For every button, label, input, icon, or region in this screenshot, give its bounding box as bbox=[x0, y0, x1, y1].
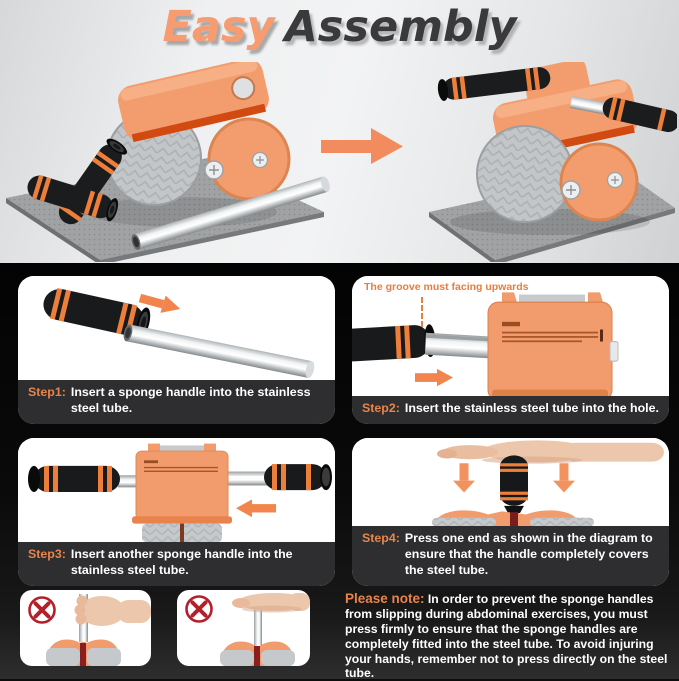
please-note-text: In order to prevent the sponge handles from slipping during abdominal exercises, you must press firmly to ensure that the sponge handles are completely fitted into the steel tube. To avoid injuring your hands, remember not to press directly on the steel tube. bbox=[345, 592, 668, 681]
arrow-down-icon bbox=[453, 463, 475, 492]
x-circle-icon bbox=[30, 598, 55, 623]
step1-panel bbox=[18, 276, 335, 424]
hand bbox=[437, 440, 664, 463]
sponge-handle bbox=[352, 324, 436, 362]
step4-illustration bbox=[352, 438, 669, 526]
sponge-handle bbox=[28, 466, 120, 492]
step1-illustration bbox=[18, 276, 335, 380]
top-section bbox=[0, 0, 679, 263]
step4-label: Step4: bbox=[362, 531, 400, 546]
roller-machine-upright bbox=[432, 510, 594, 526]
flat-hand bbox=[232, 593, 310, 613]
roller-machine-upright bbox=[46, 639, 121, 666]
arrow-right-icon bbox=[415, 369, 453, 386]
step3-text: Insert another sponge handle into the stainless steel tube. bbox=[70, 547, 293, 578]
roller-machine-front bbox=[132, 444, 232, 543]
step3-caption bbox=[18, 542, 335, 586]
step1-text: Insert a sponge handle into the stainless steel tube. bbox=[70, 385, 311, 416]
please-note bbox=[345, 591, 673, 681]
step2-caption bbox=[352, 396, 669, 424]
step2-text: Insert the stainless steel tube into the hole. bbox=[404, 401, 659, 416]
wrong-grip-panel bbox=[20, 590, 151, 666]
please-note-label: Please note: bbox=[345, 591, 425, 606]
x-circle-icon bbox=[187, 597, 212, 622]
sponge-handle bbox=[500, 455, 528, 517]
step2-illustration bbox=[352, 276, 669, 396]
page-title bbox=[0, 0, 679, 56]
wrong-press-panel bbox=[177, 590, 310, 666]
step4-text: Press one end as shown in the diagram to ensure that the handle completely covers the steel tube. bbox=[404, 531, 653, 578]
steel-tube bbox=[122, 324, 316, 379]
steel-tube bbox=[425, 333, 490, 358]
arrow-down-icon bbox=[553, 463, 575, 492]
groove-note: The groove must facing upwards bbox=[364, 281, 529, 293]
title-assembly: Assembly bbox=[284, 2, 517, 52]
title-easy: Easy bbox=[162, 2, 275, 52]
step4-caption bbox=[352, 526, 669, 586]
step3-panel bbox=[18, 438, 335, 586]
assembled-product-image bbox=[375, 62, 677, 262]
step3-illustration bbox=[18, 438, 335, 542]
arrow-left-icon bbox=[236, 499, 276, 517]
step2-label: Step2: bbox=[362, 401, 400, 416]
groove-dashed-line bbox=[421, 297, 423, 327]
step3-label: Step3: bbox=[28, 547, 66, 562]
roller-machine-side bbox=[488, 292, 618, 396]
step4-panel bbox=[352, 438, 669, 586]
step1-caption bbox=[18, 380, 335, 424]
gripping-hand bbox=[75, 596, 152, 627]
disassembled-product-image bbox=[2, 62, 338, 262]
step2-panel bbox=[352, 276, 669, 424]
step1-label: Step1: bbox=[28, 385, 66, 400]
sponge-handle bbox=[264, 464, 332, 490]
